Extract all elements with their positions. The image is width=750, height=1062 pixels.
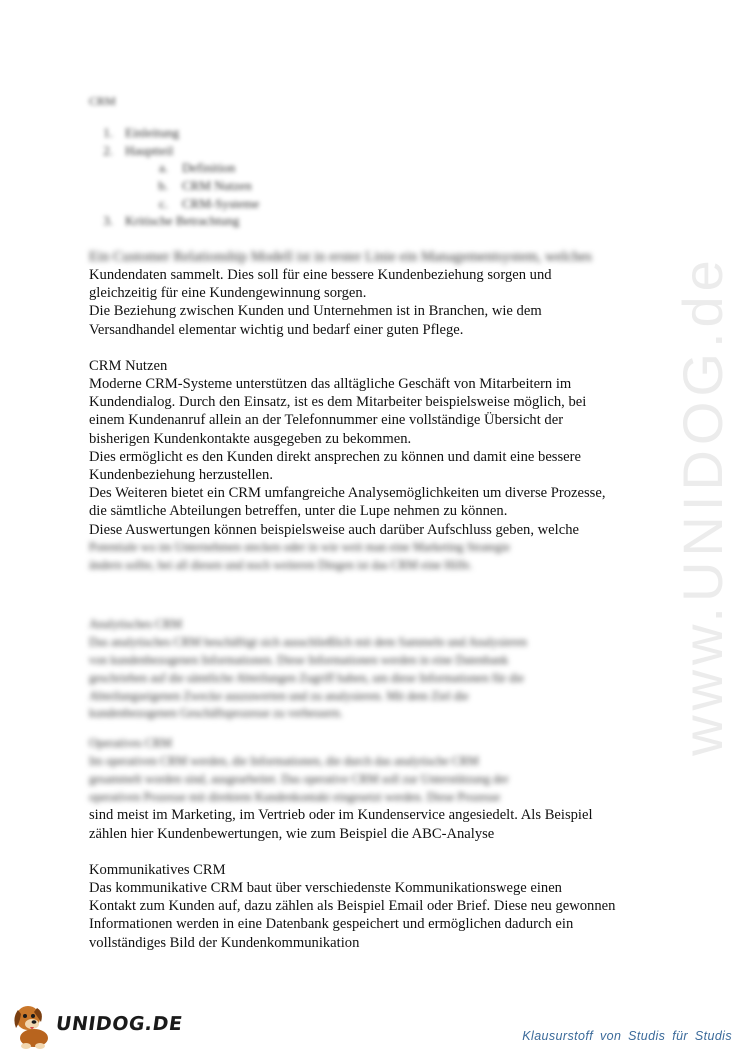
- toc-number: 1.: [103, 125, 113, 141]
- section-heading: CRM Nutzen: [89, 357, 168, 374]
- kommunikativ-section: [89, 861, 659, 952]
- toc-number: a.: [158, 160, 168, 176]
- blurred-line: operativen Prozesse mit direktem Kundenkontakt eingesetzt werden. Diese Prozesse: [89, 789, 501, 804]
- analytisch-section: [89, 616, 659, 723]
- toc-number: 3.: [103, 213, 113, 229]
- document-title: CRM: [89, 94, 116, 108]
- toc-item: [89, 124, 659, 142]
- paragraph-line: vollständiges Bild der Kundenkommunikation: [89, 934, 360, 951]
- toc-subitem: [89, 195, 659, 213]
- intro-line: Kundendaten sammelt. Dies soll für eine bessere Kundenbeziehung sorgen und: [89, 266, 552, 283]
- blurred-line: Potentiale wo im Unternehmen stecken oder in wie weit man eine Marketing Strategie: [89, 539, 511, 554]
- dog-icon: [10, 998, 54, 1050]
- toc-label: Hauptteil: [125, 142, 174, 158]
- paragraph-line: Das kommunikative CRM baut über verschiedenste Kommunikationswege einen: [89, 879, 562, 896]
- toc-number: c.: [158, 195, 168, 211]
- toc-item: [89, 142, 659, 160]
- blurred-line: geschrieben auf die sämtliche Abteilungen Zugriff haben, um diese Informationen für die: [89, 670, 524, 685]
- footer-tagline: Klausurstoff von Studis für Studis: [522, 1029, 732, 1043]
- spacer: [89, 723, 659, 735]
- blurred-line: ändern sollte, bei all diesen und noch weiteren Dingen ist das CRM eine Hilfe.: [89, 557, 473, 572]
- blurred-line: gesammelt worden sind, ausgearbeitet. Das operative CRM soll zur Unterstützung der: [89, 771, 509, 786]
- intro-blurred-line: Ein Customer Relationship Modell ist in erster Linie ein Managementsystem, welches: [89, 248, 592, 265]
- paragraph-line: Kontakt zum Kunden auf, dazu zählen als Beispiel Email oder Brief. Diese neu gewonnen: [89, 898, 616, 915]
- toc-label: CRM Nutzen: [182, 177, 252, 193]
- intro-line: Versandhandel elementar wichtig und bedarf einer guten Pflege.: [89, 321, 464, 338]
- spacer: [89, 339, 659, 357]
- paragraph-line: Kundenbeziehung herzustellen.: [89, 467, 273, 483]
- section-heading: Analytisches CRM: [89, 617, 183, 632]
- paragraph-line: Kundendialog. Durch den Einsatz, ist es dem Mitarbeiter beispielsweise möglich, bei: [89, 394, 587, 411]
- logo-text: UNIDOG.DE: [54, 1013, 184, 1035]
- spacer: [89, 574, 659, 616]
- toc-label: Einleitung: [125, 125, 180, 141]
- intro-line: Die Beziehung zwischen Kunden und Unternehmen ist in Branchen, wie dem: [89, 303, 542, 320]
- spacer: [89, 843, 659, 861]
- paragraph-line: bisherigen Kundenkontakte ausgegeben zu bekommen.: [89, 430, 412, 447]
- toc-label: Definition: [182, 160, 236, 176]
- operativ-section: [89, 735, 659, 843]
- section-heading: Operatives CRM: [89, 736, 172, 751]
- paragraph-line: Diese Auswertungen können beispielsweise auch darüber Aufschluss geben, welche: [89, 521, 579, 538]
- blurred-line: von kundenbezogenen Informationen. Diese Informationen werden in eine Datenbank: [89, 653, 509, 667]
- toc-label: CRM-Systeme: [182, 195, 260, 211]
- spacer: [89, 230, 659, 248]
- paragraph-line: Des Weiteren bietet ein CRM umfangreiche Analysemöglichkeiten um diverse Prozesse,: [89, 485, 606, 502]
- nutzen-section: [89, 357, 659, 575]
- watermark: [670, 254, 734, 756]
- paragraph-line: sind meist im Marketing, im Vertrieb oder im Kundenservice angesiedelt. Als Beispiel: [89, 807, 593, 824]
- paragraph-line: zählen hier Kundenbewertungen, wie zum Beispiel die ABC-Analyse: [89, 825, 495, 842]
- section-heading: Kommunikatives CRM: [89, 861, 226, 878]
- table-of-contents: [89, 124, 659, 230]
- intro-section: [89, 248, 659, 339]
- toc-subitem: [89, 159, 659, 177]
- blurred-line: Abteilungseigenen Zwecke auszuwerten und zu analysieren. Mit dem Ziel die: [89, 688, 469, 703]
- toc-item: [89, 212, 659, 230]
- toc-number: b.: [158, 177, 168, 193]
- unidog-logo[interactable]: [10, 994, 184, 1054]
- paragraph-line: Informationen werden in eine Datenbank gespeichert und ermöglichen dadurch ein: [89, 916, 574, 933]
- blurred-line: kundenbezogenen Geschäftsprozesse zu verbessern.: [89, 706, 343, 721]
- toc-number: 2.: [103, 142, 113, 158]
- watermark-text: www.UNIDOG.de: [670, 254, 734, 756]
- paragraph-line: einem Kundenanruf allein an der Telefonnummer eine vollständige Übersicht der: [89, 412, 564, 429]
- intro-line: gleichzeitig für eine Kundengewinnung sorgen.: [89, 285, 367, 302]
- paragraph-line: Moderne CRM-Systeme unterstützen das alltägliche Geschäft von Mitarbeitern im: [89, 375, 572, 392]
- toc-label: Kritische Betrachtung: [125, 213, 240, 229]
- toc-subitem: [89, 177, 659, 195]
- blurred-line: Das analytisches CRM beschäftigt sich ausschließlich mit dem Sammeln und Analysieren: [89, 635, 527, 650]
- blurred-line: Im operativen CRM werden, die Informationen, die durch das analytische CRM: [89, 753, 479, 768]
- document-body: [89, 92, 659, 952]
- paragraph-line: Dies ermöglicht es den Kunden direkt ansprechen zu können und damit eine bessere: [89, 448, 581, 465]
- paragraph-line: die sämtliche Abteilungen betreffen, unter die Lupe nehmen zu können.: [89, 503, 508, 520]
